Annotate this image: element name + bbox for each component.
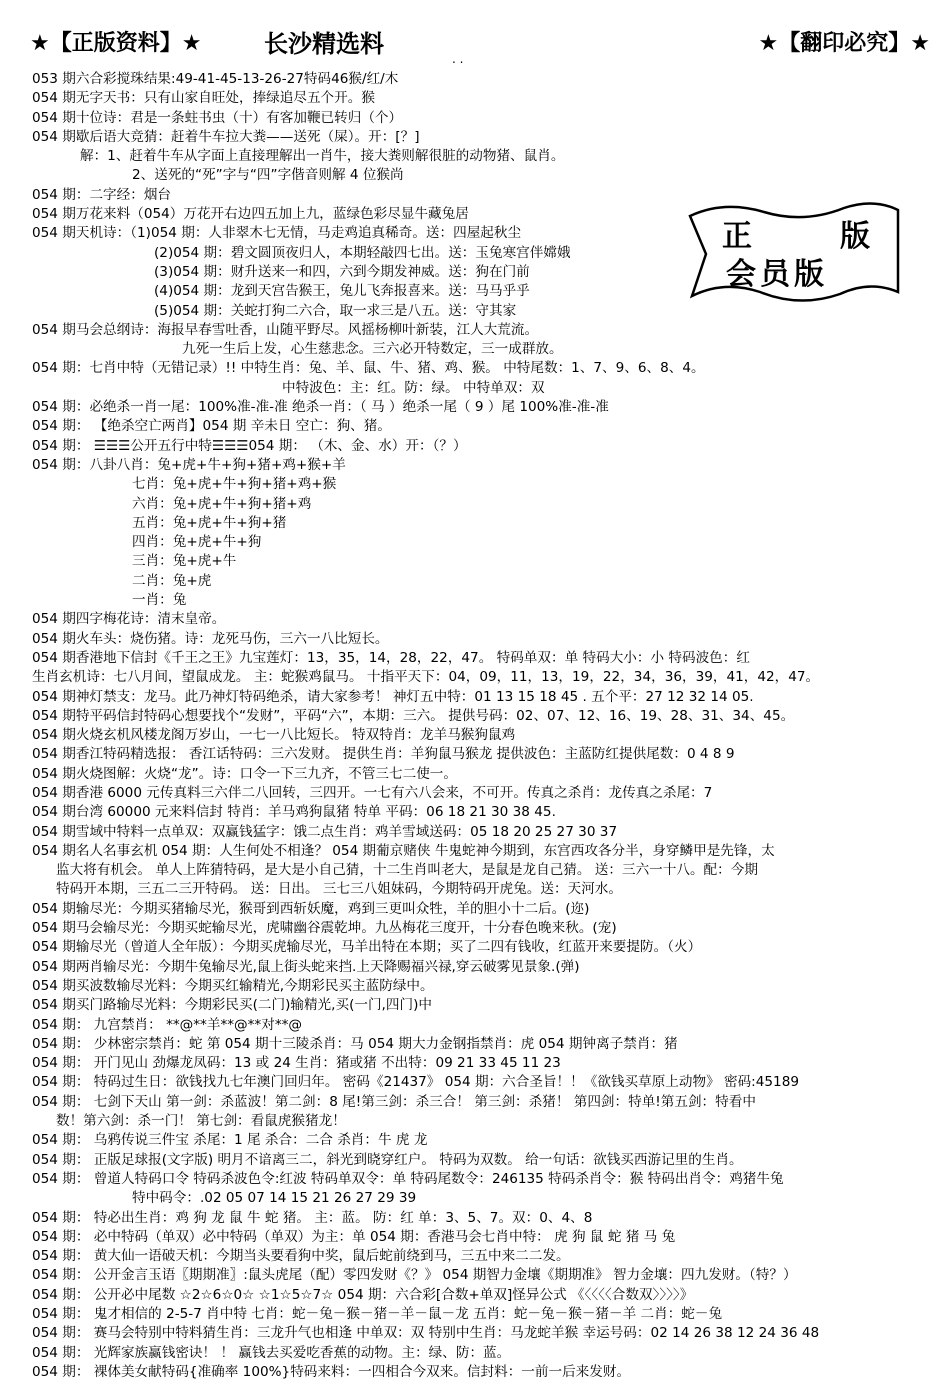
text-line: 054 期：七肖中特（无错记录）!! 中特生肖：兔、羊、鼠、牛、猪、鸡、猴。 中特尾数：1、7、9、6、8、4。 — [32, 360, 705, 377]
text-line: 054 期火烧玄机风楼龙阁万岁山，一七一八比短长。 特双特肖：龙羊马猴狗鼠鸡 — [32, 727, 516, 744]
text-line: 生肖玄机诗：七八月间，望鼠成龙。 主：蛇猴鸡鼠马。 十指平天下：04，09，11，13，19，22，34，36，39，41，42，47。 — [32, 669, 820, 686]
text-line: (3)054 期：财升送来一和四，六到今期发神威。送：狗在门前 — [154, 263, 530, 280]
text-line: 054 期神灯禁支：龙马。此乃神灯特码绝杀，请大家参考！ 神灯五中特：01 13 15 18 45 . 五个平：27 12 32 14 05. — [32, 688, 754, 705]
text-line: 解：1、赶着牛车从字面上直接理解出一肖牛，接大粪则解很脏的动物猪、鼠肖。 — [80, 148, 565, 165]
text-line: 054 期香港 6000 元传真料三六伴二八回转，三四开。一七有六八会来，不可开。传真之杀肖：龙传真之杀尾：7 — [32, 784, 713, 801]
text-line: 054 期四字梅花诗：清末皇帝。 — [32, 611, 226, 628]
text-line: 054 期： 正版足球报(文字版) 明月不谙离三二，斜光到晓穿红户。 特码为双数。 给一句话：欲钱买西游记里的生肖。 — [32, 1151, 743, 1168]
text-line: 054 期： 公开必中尾数 ☆2☆6☆0☆ ☆1☆5☆7☆ 054 期：六合彩[合数+单双]怪异公式 《〈〈〈〈合数双〉〉〉〉》 — [32, 1286, 694, 1303]
text-line: 054 期： 裸体美女献特码{准确率 100%}特码来料：一四相合今双来。信封料：一前一后来发财。 — [32, 1363, 631, 1380]
text-line: 中特波色：主：红。防：绿。 中特单双：双 — [282, 379, 545, 396]
badge-line-2: 会员版 — [726, 257, 828, 292]
text-line: 054 期火烧图解：火烧“龙”。诗：口令一下三九齐，不管三七二使一。 — [32, 765, 457, 782]
text-line: 054 期： 乌鸦传说三件宝 杀尾：1 尾 杀合：二合 杀肖：牛 虎 龙 — [32, 1132, 428, 1149]
text-line: 054 期： 黄大仙一语破天机：今期当头要看狗中奖，鼠后蛇前绕到马，三五中来二二发。 — [32, 1248, 570, 1265]
text-line: 054 期香港地下信封《千王之王》九宝莲灯：13，35，14，28，22，47。 特码单双：单 特码大小：小 特码波色：红 — [32, 649, 750, 666]
text-line: 054 期： 必中特码（单双）必中特码（单双）为主：单 054 期：香港马会七肖中特： 虎 狗 鼠 蛇 猪 马 兔 — [32, 1228, 676, 1245]
text-line: 054 期： 赛马会特别中特料猜生肖：三龙升气也相逢 中单双：双 特别中生肖：马龙蛇羊猴 幸运号码：02 14 26 38 12 24 36 48 — [32, 1325, 820, 1342]
text-line: 特码开本期，三五二三开特码。 送：日出。 三七三八姐妹码，今期特码开虎兔。送：天河水。 — [56, 881, 622, 898]
header-left-label: ★【正版资料】★ — [30, 31, 202, 56]
member-edition-badge — [684, 196, 912, 306]
text-line: 054 期香江特码精选报： 香江话特码：三六发财。 提供生肖：羊狗鼠马猴龙 提供波色：主蓝防红提供尾数：0 4 8 9 — [32, 746, 735, 763]
text-line: 054 期马会总纲诗：海报早春雪吐香，山随平野尽。风摇杨柳叶新装，江人大荒流。 — [32, 321, 539, 338]
text-line: 054 期： ☰☰☰公开五行中特☰☰☰054 期： （木、金、水）开：（？） — [32, 437, 467, 454]
text-line: 五肖：兔+虎+牛+狗+猪 — [132, 514, 287, 531]
text-line: 054 期： 光辉家族赢钱密诀！ ！ 赢钱去买爱吃香蕉的动物。主：绿、防：蓝。 — [32, 1344, 511, 1361]
text-line: 四肖：兔+虎+牛+狗 — [132, 534, 262, 551]
text-line: 054 期输尽光：今期买猪输尽光，猴哥到西斩妖魔，鸡到三更叫众牲，羊的胆小十二后。(迩) — [32, 900, 590, 917]
text-line: 054 期： 九宫禁肖： **@**羊**@**对**@ — [32, 1016, 303, 1033]
text-line: (4)054 期：龙到天宫告猴王，兔儿飞奔报喜来。送：马马乎乎 — [154, 283, 530, 300]
text-line: 054 期： 曾道人特码口令 特码杀波色令:红波 特码单双令：单 特码尾数令：246135 特码杀肖令：猴 特码出肖令：鸡猪牛兔 — [32, 1170, 784, 1187]
text-line: 054 期两肖输尽光：今期牛兔输尽光,鼠上街头蛇来挡.上天降赐福兴禄,穿云破雾见景象.(弹) — [32, 958, 580, 975]
text-line: (2)054 期：碧文圆顶夜归人，本期轻敲四七出。送：玉兔寒宫伴嫦娥 — [154, 244, 571, 261]
text-line: 054 期雪域中特料一点单双：双赢钱猛字：饿二点生肖：鸡羊雪域送码：05 18 20 25 27 30 37 — [32, 823, 618, 840]
text-line: 054 期： 七剑下天山 第一剑：杀蓝波！第二剑：8 尾!第三剑：杀三合！ 第三剑：杀猪！ 第四剑：特单!第五剑：特看中 — [32, 1093, 756, 1110]
text-line: 054 期歇后语大竞猜：赶着牛车拉大粪——送死（屎）。开：[？] — [32, 128, 420, 145]
text-line: 特中码令：.02 05 07 14 15 21 26 27 29 39 — [132, 1190, 417, 1207]
text-line: 054 期十位诗：君是一条蛀书虫（十）有客加鞭已转归（个） — [32, 109, 403, 126]
text-line: 054 期输尽光（曾道人全年版）：今期买虎输尽光，马羊出特在本期；买了二四有钱收，红蓝开来要提防。（火） — [32, 939, 702, 956]
header-right-label: ★【翻印必究】★ — [758, 31, 930, 56]
text-line: 七肖：兔+虎+牛+狗+猪+鸡+猴 — [132, 476, 337, 493]
text-line: (5)054 期：关蛇打狗二六合，取一求三是八五。送：守其家 — [154, 302, 517, 319]
text-line: 九死一生后上发，心生慈悲念。三六必开特数定，三一成群放。 — [182, 341, 563, 358]
text-line: 054 期：八卦八肖：兔+虎+牛+狗+猪+鸡+猴+羊 — [32, 456, 346, 473]
text-line: 054 期： 特必出生肖：鸡 狗 龙 鼠 牛 蛇 猪。 主：蓝。 防：红 单：3、5、7。双：0、4、8 — [32, 1209, 593, 1226]
text-line: 二肖：兔+虎 — [132, 572, 212, 589]
text-line: 054 期： 少林密宗禁肖：蛇 第 054 期十三陵杀肖：马 054 期大力金钢指禁肖：虎 054 期钟离子禁肖：猪 — [32, 1035, 678, 1052]
text-line: 054 期特平码信封特码心想要找个“发财”，平码“六”，本期：三六。 提供号码：02、07、12、16、19、28、31、34、45。 — [32, 707, 795, 724]
text-line: 2、送死的“死”字与“四”字偕音则解 4 位猴尚 — [132, 167, 404, 184]
text-line: 054 期台湾 60000 元来料信封 特肖：羊马鸡狗鼠猪 特单 平码：06 18 21 30 38 45. — [32, 804, 556, 821]
text-line: 054 期：二字经：烟台 — [32, 186, 172, 203]
text-line: 053 期六合彩搅珠结果:49-41-45-13-26-27特码46猴/红/木 — [32, 71, 399, 87]
text-line: 监大将有机会。 单人上阵猜特码，是大是小自己猜，十二生肖叫老大，是鼠是龙自己猜。 送：三六一十八。配：今期 — [56, 862, 758, 879]
text-line: 数！第六剑：杀一门！ 第七剑：看鼠虎猴猪龙！ — [56, 1113, 346, 1130]
text-line: 054 期火车头：烧伤猪。诗：龙死马伤，三六一八比短长。 — [32, 630, 389, 647]
text-line: 054 期： 开门见山 劲爆龙凤码：13 或 24 生肖：猪或猪 不出特：09 21 33 45 11 23 — [32, 1055, 561, 1072]
text-line: 054 期买波数输尽光料：今期买红输精光,今期彩民买主蓝防绿中。 — [32, 977, 434, 994]
text-line: 054 期：必绝杀一肖一尾：100%准-准-准 绝杀一肖：（ 马 ）绝杀一尾（ 9 ）尾 100%准-准-准 — [32, 399, 609, 416]
text-line: 054 期： 【绝杀空亡两肖】054 期 辛未日 空亡：狗、猪。 — [32, 418, 391, 435]
page-title: 长沙精选料 — [264, 30, 384, 58]
badge-char-2: 版 — [840, 219, 870, 254]
page-header — [0, 0, 952, 66]
text-line: 054 期名人名事玄机 054 期：人生何处不相逢？ 054 期葡京赌侠 牛鬼蛇神今期到，东宫西攻各分半，身穿鳞甲是先锋，太 — [32, 842, 775, 859]
text-line: 054 期买门路输尽光料：今期彩民买(二门)输精光,买(一门,四门)中 — [32, 997, 432, 1014]
text-line: 一肖：兔 — [132, 592, 187, 609]
text-line: 054 期： 特码过生日：欲钱找九七年澳门回归年。 密码《21437》 054 期：六合圣旨！！《欲钱买草原上动物》 密码:45189 — [32, 1074, 800, 1091]
text-line: 054 期万花来料（054）万花开右边四五加上九，蓝绿色彩尽显牛藏兔居 — [32, 206, 469, 223]
text-line: 三肖：兔+虎+牛 — [132, 553, 237, 570]
text-line: 054 期天机诗：（1)054 期：人非翠木七无情，马走鸡追真稀奇。送：四屋起秋尘 — [32, 225, 522, 242]
header-dots: . . — [452, 52, 464, 66]
text-line: 054 期无字天书：只有山家自旺处，捧绿追尽五个开。猴 — [32, 90, 375, 107]
text-line: 六肖：兔+虎+牛+狗+猪+鸡 — [132, 495, 312, 512]
text-line: 054 期： 鬼才相信的 2-5-7 肖中特 七肖：蛇－兔－猴－猪－羊－鼠－龙 五肖：蛇－兔－猴－猪－羊 二肖：蛇－兔 — [32, 1306, 723, 1322]
text-line: 054 期： 公开金言玉语〖期期准〗:鼠头虎尾（配）零四发财《？》 054 期智力金壤《期期准》 智力金壤：四九发财。（特？） — [32, 1267, 797, 1284]
text-line: 054 期马会输尽光：今期买蛇输尽光，虎啸幽谷震乾坤。九丛梅花三度开，十分春色晚来秋。(宠) — [32, 920, 617, 937]
badge-char-1: 正 — [722, 219, 752, 254]
